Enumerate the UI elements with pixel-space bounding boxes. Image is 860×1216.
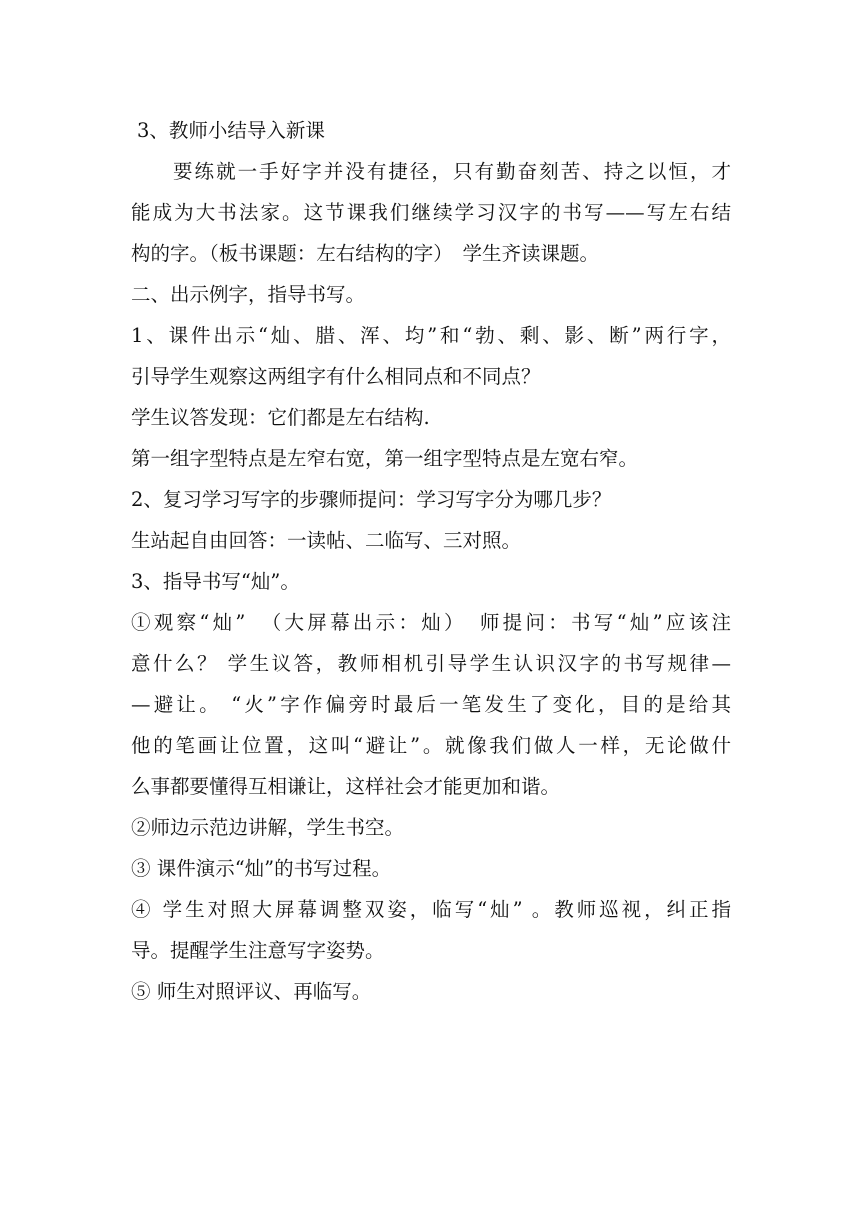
paragraph-line: 构的字。（板书课题：左右结构的字） 学生齐读课题。 xyxy=(131,242,600,265)
paragraph-line: 生站起自由回答：一读帖、二临写、三对照。 xyxy=(131,529,522,552)
section-heading-show-examples: 二、出示例字，指导书写。 xyxy=(131,283,366,306)
list-item: ③ 课件演示“灿”的书写过程。 xyxy=(131,857,392,880)
document-body xyxy=(131,110,731,1012)
paragraph-line: 能成为大书法家。这节课我们继续学习汉字的书写——写左右结 xyxy=(131,201,731,224)
paragraph-line: 2、复习学习写字的步骤师提问：学习写字分为哪几步？ xyxy=(131,488,612,511)
paragraph-line: 第一组字型特点是左窄右宽，第一组字型特点是左宽右窄。 xyxy=(131,447,639,470)
paragraph-line: 意什么？ 学生议答，教师相机引导学生认识汉字的书写规律— xyxy=(131,652,731,675)
paragraph-line: 学生议答发现：它们都是左右结构. xyxy=(131,406,430,429)
paragraph-line: 他的笔画让位置，这叫“避让”。就像我们做人一样，无论做什 xyxy=(131,734,731,757)
list-item: ②师边示范边讲解，学生书空。 xyxy=(131,816,405,839)
list-item: ⑤ 师生对照评议、再临写。 xyxy=(131,980,372,1003)
paragraph-line: 导。提醒学生注意写字姿势。 xyxy=(131,939,385,962)
paragraph-line: 么事都要懂得互相谦让，这样社会才能更加和谐。 xyxy=(131,775,561,798)
paragraph-line: 要练就一手好字并没有捷径，只有勤奋刻苦、持之以恒，才 xyxy=(173,160,731,183)
paragraph-line: 1、课件出示“灿、腊、浑、均”和“勃、剩、影、断”两行字， xyxy=(131,324,731,347)
paragraph-line: ①观察“灿” （大屏幕出示：灿） 师提问：书写“灿”应该注 xyxy=(131,611,731,634)
list-item: ④ 学生对照大屏幕调整双姿，临写“灿” 。教师巡视，纠正指 xyxy=(131,898,731,921)
section-heading-guide-writing: 3、指导书写“灿”。 xyxy=(131,570,300,593)
paragraph-line: —避让。 “火”字作偏旁时最后一笔发生了变化，目的是给其 xyxy=(131,693,731,716)
paragraph-line: 引导学生观察这两组字有什么相同点和不同点？ xyxy=(131,365,541,388)
section-heading-teacher-summary: 3、教师小结导入新课 xyxy=(137,119,325,142)
